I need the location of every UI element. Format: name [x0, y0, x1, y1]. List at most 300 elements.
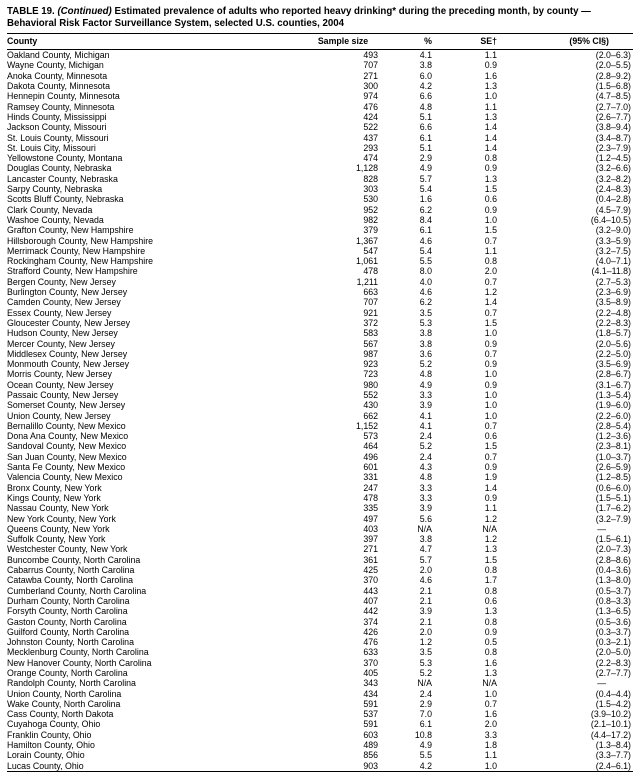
se-cell: 0.7 — [484, 235, 497, 246]
table-row — [7, 153, 633, 163]
ci-cell: (1.2–4.5) — [595, 153, 631, 164]
sample-size-cell: 335 — [363, 503, 378, 514]
se-cell: 0.9 — [484, 163, 497, 174]
title-text: Estimated prevalence of adults who reported heavy drinking* during the preceding month, by county — — [114, 6, 591, 17]
table-row — [7, 647, 633, 657]
sample-size-cell: 921 — [363, 307, 378, 318]
county-cell: Wake County, North Carolina — [7, 698, 121, 709]
table-row — [7, 133, 633, 143]
sample-size-cell: 474 — [363, 153, 378, 164]
ci-cell: (3.2–6.6) — [595, 163, 631, 174]
table-row — [7, 750, 633, 760]
county-cell: Bergen County, New Jersey — [7, 276, 116, 287]
sample-size-cell: 478 — [363, 492, 378, 503]
ci-cell: (2.7–5.3) — [595, 276, 631, 287]
ci-cell: (1.5–6.8) — [595, 81, 631, 92]
county-cell: Camden County, New Jersey — [7, 297, 121, 308]
sample-size-cell: 591 — [363, 698, 378, 709]
ci-cell: (2.2–4.8) — [595, 307, 631, 318]
ci-cell: (0.4–3.6) — [595, 565, 631, 576]
title-text-line2: Behavioral Risk Factor Surveillance System, selected U.S. counties, 2004 — [7, 17, 345, 29]
percent-cell: 2.9 — [419, 153, 432, 164]
percent-cell: 1.6 — [419, 194, 432, 205]
ci-cell: (2.1–10.1) — [590, 719, 631, 730]
county-cell: Wayne County, Michigan — [7, 60, 104, 71]
table-row — [7, 472, 633, 482]
se-cell: 0.9 — [484, 379, 497, 390]
sample-size-cell: 974 — [363, 91, 378, 102]
percent-cell: 4.2 — [419, 81, 432, 92]
se-cell: 0.6 — [484, 194, 497, 205]
table-row — [7, 483, 633, 493]
sample-size-cell: 343 — [363, 678, 378, 689]
percent-cell: 3.8 — [419, 328, 432, 339]
se-cell: 1.2 — [484, 534, 497, 545]
county-cell: Union County, New Jersey — [7, 410, 111, 421]
sample-size-cell: 426 — [363, 626, 378, 637]
percent-cell: 6.6 — [419, 122, 432, 133]
table-row — [7, 81, 633, 91]
percent-cell: 6.2 — [419, 297, 432, 308]
percent-cell: 6.1 — [419, 132, 432, 143]
se-cell: 1.4 — [484, 132, 497, 143]
percent-cell: 2.1 — [419, 585, 432, 596]
table-row — [7, 575, 633, 585]
sample-size-cell: 247 — [363, 482, 378, 493]
percent-cell: 5.5 — [419, 256, 432, 267]
sample-size-cell: 573 — [363, 431, 378, 442]
table-row — [7, 339, 633, 349]
county-cell: Santa Fe County, New Mexico — [7, 462, 126, 473]
table-row — [7, 236, 633, 246]
percent-cell: 2.1 — [419, 616, 432, 627]
percent-cell: 8.4 — [419, 214, 432, 225]
sample-size-cell: 397 — [363, 534, 378, 545]
table-row — [7, 369, 633, 379]
percent-cell: 4.6 — [419, 575, 432, 586]
table-row — [7, 524, 633, 534]
county-cell: Lancaster County, Nebraska — [7, 173, 118, 184]
sample-size-cell: 1,211 — [356, 276, 378, 287]
county-cell: Sandoval County, New Mexico — [7, 441, 127, 452]
se-cell: 1.1 — [484, 245, 497, 256]
se-cell: 0.8 — [484, 585, 497, 596]
county-cell: St. Louis County, Missouri — [7, 132, 109, 143]
table-row — [7, 637, 633, 647]
se-cell: N/A — [482, 678, 497, 689]
ci-cell: (4.5–7.9) — [595, 204, 631, 215]
sample-size-cell: 403 — [363, 523, 378, 534]
county-cell: Merrimack County, New Hampshire — [7, 245, 146, 256]
percent-cell: 4.9 — [419, 379, 432, 390]
ci-cell: (2.0–7.3) — [595, 544, 631, 555]
sample-size-cell: 379 — [363, 225, 378, 236]
percent-cell: 5.2 — [419, 441, 432, 452]
percent-cell: 5.7 — [419, 554, 432, 565]
table-row — [7, 143, 633, 153]
sample-size-cell: 522 — [363, 122, 378, 133]
sample-size-cell: 856 — [363, 750, 378, 761]
col-header-percent: % — [379, 34, 437, 50]
table-row — [7, 297, 633, 307]
percent-cell: 4.3 — [419, 462, 432, 473]
sample-size-cell: 370 — [363, 657, 378, 668]
percent-cell: 2.4 — [419, 688, 432, 699]
table-row — [7, 730, 633, 740]
table-row — [7, 668, 633, 678]
table-row — [7, 689, 633, 699]
sample-size-cell: 442 — [363, 606, 378, 617]
se-cell: 0.9 — [484, 626, 497, 637]
sample-size-cell: 603 — [363, 729, 378, 740]
percent-cell: 5.4 — [419, 184, 432, 195]
table-row — [7, 256, 633, 266]
ci-cell: (1.2–3.6) — [595, 431, 631, 442]
ci-cell: (0.3–3.7) — [595, 626, 631, 637]
table-row — [7, 71, 633, 81]
sample-size-cell: 537 — [363, 709, 378, 720]
se-cell: 2.0 — [484, 266, 497, 277]
table-row — [7, 349, 633, 359]
county-cell: Douglas County, Nebraska — [7, 163, 112, 174]
sample-size-cell: 982 — [363, 214, 378, 225]
se-cell: 0.7 — [484, 420, 497, 431]
percent-cell: 5.1 — [419, 142, 432, 153]
ci-cell: (1.7–6.2) — [595, 503, 631, 514]
percent-cell: 6.1 — [419, 719, 432, 730]
ci-cell: (1.8–5.7) — [595, 328, 631, 339]
ci-cell: (0.5–3.7) — [595, 585, 631, 596]
table-row — [7, 308, 633, 318]
county-cell: Lucas County, Ohio — [7, 760, 84, 771]
county-cell: Essex County, New Jersey — [7, 307, 112, 318]
county-cell: Rockingham County, New Hampshire — [7, 256, 154, 267]
se-cell: 1.0 — [484, 328, 497, 339]
sample-size-cell: 489 — [363, 740, 378, 751]
table-row — [7, 174, 633, 184]
table-row — [7, 586, 633, 596]
percent-cell: 4.6 — [419, 287, 432, 298]
ci-cell: (1.2–8.5) — [595, 472, 631, 483]
sample-size-cell: 923 — [363, 359, 378, 370]
county-cell: Ramsey County, Minnesota — [7, 101, 115, 112]
sample-size-cell: 434 — [363, 688, 378, 699]
county-cell: Middlesex County, New Jersey — [7, 348, 128, 359]
sample-size-cell: 300 — [363, 81, 378, 92]
percent-cell: 6.0 — [419, 70, 432, 81]
table-row — [7, 112, 633, 122]
county-cell: Mecklenburg County, North Carolina — [7, 647, 149, 658]
sample-size-cell: 370 — [363, 575, 378, 586]
table-row — [7, 411, 633, 421]
ci-cell: (2.7–7.0) — [595, 101, 631, 112]
table-row — [7, 102, 633, 112]
ci-cell: (2.3–7.9) — [595, 142, 631, 153]
sample-size-cell: 478 — [363, 266, 378, 277]
table-row — [7, 50, 633, 61]
se-cell: 1.6 — [484, 70, 497, 81]
se-cell: 1.0 — [484, 91, 497, 102]
percent-cell: 4.2 — [419, 760, 432, 771]
table-row — [7, 400, 633, 410]
se-cell: 1.6 — [484, 709, 497, 720]
se-cell: 1.5 — [484, 225, 497, 236]
ci-cell: (2.0–5.6) — [595, 338, 631, 349]
sample-size-cell: 443 — [363, 585, 378, 596]
percent-cell: 5.7 — [419, 173, 432, 184]
prevalence-table — [7, 33, 633, 772]
county-cell: Kings County, New York — [7, 492, 101, 503]
percent-cell: 4.8 — [419, 472, 432, 483]
table-row — [7, 514, 633, 524]
percent-cell: 4.9 — [419, 740, 432, 751]
table-row — [7, 606, 633, 616]
county-cell: Ocean County, New Jersey — [7, 379, 114, 390]
se-cell: 1.4 — [484, 142, 497, 153]
sample-size-cell: 547 — [363, 245, 378, 256]
percent-cell: 4.9 — [419, 163, 432, 174]
table-row — [7, 627, 633, 637]
table-row — [7, 421, 633, 431]
se-cell: 1.3 — [484, 606, 497, 617]
sample-size-cell: 407 — [363, 595, 378, 606]
sample-size-cell: 662 — [363, 410, 378, 421]
ci-cell: (2.0–5.5) — [595, 60, 631, 71]
sample-size-cell: 567 — [363, 338, 378, 349]
ci-cell: (2.8–6.7) — [595, 369, 631, 380]
table-row — [7, 277, 633, 287]
col-header-sample-size: Sample size — [307, 34, 379, 50]
percent-cell: 3.5 — [419, 307, 432, 318]
percent-cell: 3.9 — [419, 503, 432, 514]
table-row — [7, 544, 633, 554]
ci-cell: (1.9–6.0) — [595, 400, 631, 411]
se-cell: 1.5 — [484, 317, 497, 328]
sample-size-cell: 1,128 — [355, 163, 378, 174]
se-cell: 1.2 — [484, 513, 497, 524]
table-row — [7, 205, 633, 215]
percent-cell: 4.7 — [419, 544, 432, 555]
percent-cell: 5.1 — [419, 111, 432, 122]
county-cell: Morris County, New Jersey — [7, 369, 112, 380]
sample-size-cell: 987 — [363, 348, 378, 359]
sample-size-cell: 1,367 — [355, 235, 378, 246]
county-cell: Scotts Bluff County, Nebraska — [7, 194, 124, 205]
se-cell: 0.8 — [484, 256, 497, 267]
sample-size-cell: 464 — [363, 441, 378, 452]
percent-cell: 3.3 — [419, 389, 432, 400]
table-row — [7, 246, 633, 256]
sample-size-cell: 583 — [363, 328, 378, 339]
se-cell: 2.0 — [484, 719, 497, 730]
ci-cell: (4.4–17.2) — [590, 729, 631, 740]
table-row — [7, 740, 633, 750]
ci-cell: (1.3–8.0) — [595, 575, 631, 586]
county-cell: San Juan County, New Mexico — [7, 451, 127, 462]
sample-size-cell: 271 — [363, 70, 378, 81]
se-cell: 3.3 — [484, 729, 497, 740]
percent-cell: 5.5 — [419, 750, 432, 761]
table-row — [7, 452, 633, 462]
ci-cell: (3.2–9.0) — [595, 225, 631, 236]
se-cell: 1.0 — [484, 688, 497, 699]
ci-cell: (0.3–2.1) — [595, 637, 631, 648]
ci-cell: (0.6–6.0) — [595, 482, 631, 493]
table-row — [7, 380, 633, 390]
sample-size-cell: 361 — [363, 554, 378, 565]
se-cell: 1.5 — [484, 554, 497, 565]
table-row — [7, 658, 633, 668]
sample-size-cell: 903 — [363, 760, 378, 771]
sample-size-cell: 530 — [363, 194, 378, 205]
percent-cell: 5.2 — [419, 359, 432, 370]
se-cell: 1.0 — [484, 400, 497, 411]
title-continued: (Continued) — [57, 6, 112, 17]
se-cell: 0.6 — [484, 431, 497, 442]
county-cell: Lorain County, Ohio — [7, 750, 85, 761]
percent-cell: 2.4 — [419, 431, 432, 442]
sample-size-cell: 424 — [363, 111, 378, 122]
sample-size-cell: 303 — [363, 184, 378, 195]
county-cell: Bernalillo County, New Mexico — [7, 420, 126, 431]
table-row — [7, 287, 633, 297]
sample-size-cell: 828 — [363, 173, 378, 184]
percent-cell: N/A — [417, 523, 432, 534]
se-cell: 1.4 — [484, 297, 497, 308]
se-cell: 1.0 — [484, 214, 497, 225]
table-row — [7, 431, 633, 441]
sample-size-cell: 723 — [363, 369, 378, 380]
ci-cell: (2.0–5.0) — [595, 647, 631, 658]
percent-cell: 7.0 — [419, 709, 432, 720]
se-cell: 1.4 — [484, 482, 497, 493]
se-cell: 1.0 — [484, 760, 497, 771]
percent-cell: 4.8 — [419, 369, 432, 380]
se-cell: 0.9 — [484, 204, 497, 215]
se-cell: 0.7 — [484, 698, 497, 709]
percent-cell: 3.3 — [419, 492, 432, 503]
se-cell: 1.1 — [484, 503, 497, 514]
se-cell: 0.8 — [484, 616, 497, 627]
percent-cell: 4.1 — [419, 420, 432, 431]
county-cell: Guilford County, North Carolina — [7, 626, 130, 637]
se-cell: 0.9 — [484, 60, 497, 71]
se-cell: 1.1 — [484, 50, 497, 61]
ci-cell: (1.5–4.2) — [595, 698, 631, 709]
percent-cell: N/A — [417, 678, 432, 689]
ci-cell: (3.2–7.9) — [595, 513, 631, 524]
ci-cell: (3.4–8.7) — [595, 132, 631, 143]
percent-cell: 6.2 — [419, 204, 432, 215]
sample-size-cell: 331 — [363, 472, 378, 483]
ci-cell: (2.2–6.0) — [595, 410, 631, 421]
percent-cell: 5.4 — [419, 245, 432, 256]
table-row — [7, 699, 633, 709]
se-cell: 0.8 — [484, 647, 497, 658]
sample-size-cell: 271 — [363, 544, 378, 555]
table-row — [7, 617, 633, 627]
county-cell: Cabarrus County, North Carolina — [7, 565, 135, 576]
percent-cell: 3.8 — [419, 534, 432, 545]
sample-size-cell: 980 — [363, 379, 378, 390]
table-row — [7, 678, 633, 688]
ci-cell: (2.6–7.7) — [595, 111, 631, 122]
ci-cell: (3.8–9.4) — [595, 122, 631, 133]
sample-size-cell: 663 — [363, 287, 378, 298]
ci-cell: (2.0–6.3) — [595, 50, 631, 61]
ci-cell: (2.4–6.1) — [595, 760, 631, 771]
ci-cell: (1.3–8.4) — [595, 740, 631, 751]
percent-cell: 5.3 — [419, 657, 432, 668]
county-cell: Cass County, North Dakota — [7, 709, 114, 720]
ci-cell: (3.3–7.7) — [595, 750, 631, 761]
se-cell: 0.6 — [484, 595, 497, 606]
county-cell: Dakota County, Minnesota — [7, 81, 111, 92]
se-cell: 1.8 — [484, 740, 497, 751]
se-cell: 1.3 — [484, 173, 497, 184]
col-header-se: SE† — [437, 34, 499, 50]
se-cell: 1.7 — [484, 575, 497, 586]
county-cell: Buncombe County, North Carolina — [7, 554, 141, 565]
county-cell: Westchester County, New York — [7, 544, 128, 555]
county-cell: Jackson County, Missouri — [7, 122, 107, 133]
sample-size-cell: 601 — [363, 462, 378, 473]
se-cell: 0.7 — [484, 276, 497, 287]
table-row — [7, 462, 633, 472]
se-cell: 1.5 — [484, 441, 497, 452]
sample-size-cell: 293 — [363, 142, 378, 153]
ci-cell: (4.7–8.5) — [595, 91, 631, 102]
county-cell: Anoka County, Minnesota — [7, 70, 108, 81]
table-row — [7, 91, 633, 101]
sample-size-cell: 476 — [363, 637, 378, 648]
county-cell: Oakland County, Michigan — [7, 50, 110, 61]
sample-size-cell: 707 — [363, 60, 378, 71]
se-cell: 0.7 — [484, 451, 497, 462]
ci-cell: (2.8–5.4) — [595, 420, 631, 431]
county-cell: Dona Ana County, New Mexico — [7, 431, 129, 442]
se-cell: 1.5 — [484, 184, 497, 195]
se-cell: 0.8 — [484, 153, 497, 164]
percent-cell: 3.5 — [419, 647, 432, 658]
se-cell: 1.9 — [484, 472, 497, 483]
page-title — [7, 6, 633, 29]
county-cell: Washoe County, Nevada — [7, 214, 104, 225]
table-row — [7, 555, 633, 565]
se-cell: 1.3 — [484, 111, 497, 122]
ci-cell: (3.5–6.9) — [595, 359, 631, 370]
county-cell: Cuyahoga County, Ohio — [7, 719, 101, 730]
table-row — [7, 565, 633, 575]
table-row — [7, 719, 633, 729]
table-number: TABLE 19. — [7, 6, 55, 17]
ci-cell: (3.2–8.2) — [595, 173, 631, 184]
ci-cell: (2.6–5.9) — [595, 462, 631, 473]
table-row — [7, 318, 633, 328]
table-header-row — [7, 34, 633, 50]
county-cell: Passaic County, New Jersey — [7, 389, 119, 400]
ci-cell: (1.3–5.4) — [595, 389, 631, 400]
percent-cell: 6.1 — [419, 225, 432, 236]
percent-cell: 5.3 — [419, 317, 432, 328]
ci-cell: (3.5–8.9) — [595, 297, 631, 308]
table-header — [7, 34, 633, 50]
percent-cell: 5.6 — [419, 513, 432, 524]
percent-cell: 4.8 — [419, 101, 432, 112]
county-cell: Hinds County, Mississippi — [7, 111, 107, 122]
sample-size-cell: 552 — [363, 389, 378, 400]
col-header-ci: (95% CI§) — [499, 34, 633, 50]
